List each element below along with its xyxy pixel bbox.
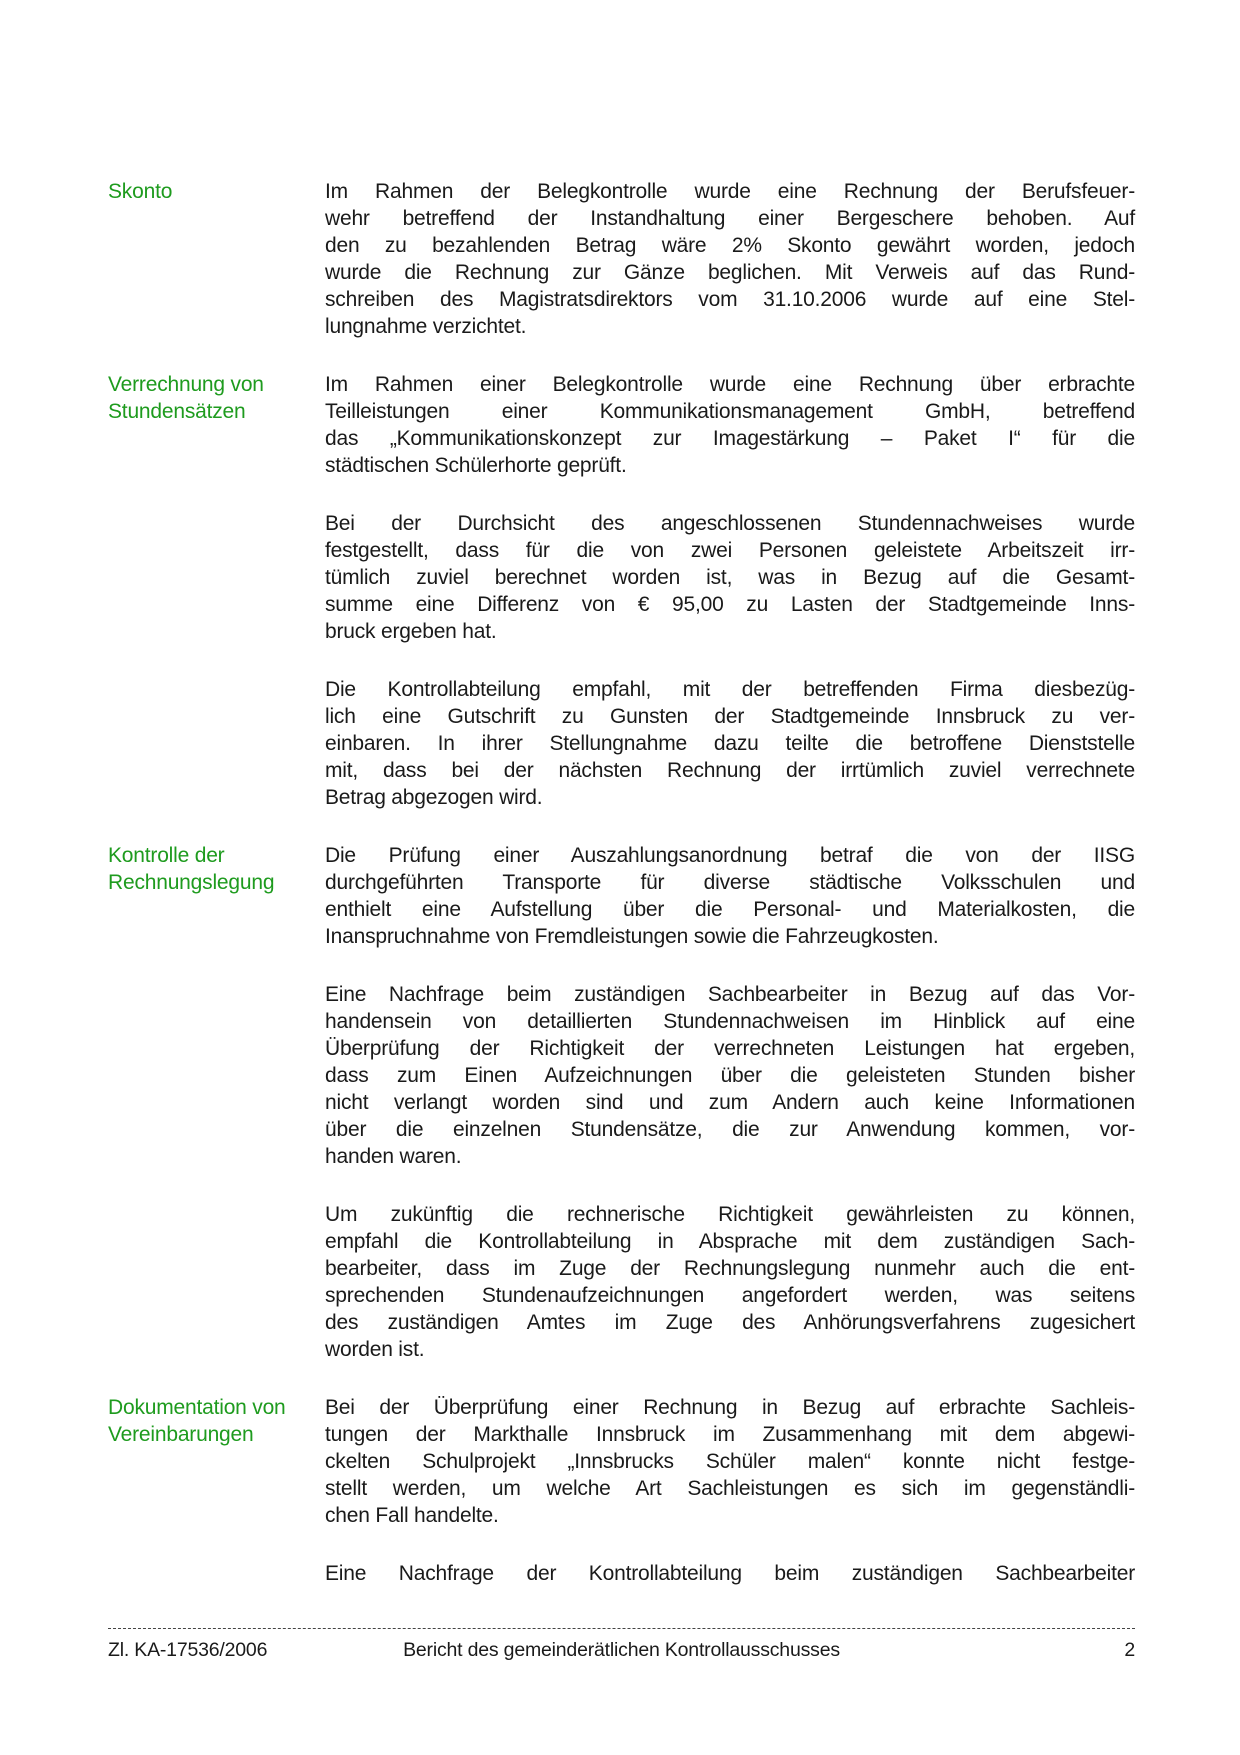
text-line: festgestellt, dass für die von zwei Personen geleistete Arbeitszeit irr- <box>325 539 1135 562</box>
footer <box>108 1628 1135 1662</box>
label-line: Skonto <box>108 180 173 203</box>
text-line: Im Rahmen einer Belegkontrolle wurde eine Rechnung über erbrachte <box>325 373 1135 396</box>
footer-reference: Zl. KA-17536/2006 <box>108 1639 268 1661</box>
text-line: den zu bezahlenden Betrag wäre 2% Skonto gewährt worden, jedoch <box>325 234 1135 257</box>
text-line: wurde die Rechnung zur Gänze beglichen. Mit Verweis auf das Rund- <box>325 261 1135 284</box>
text-line: Eine Nachfrage der Kontrollabteilung beim zuständigen Sachbearbeiter <box>325 1562 1135 1585</box>
content <box>108 178 1135 1618</box>
text-line: Eine Nachfrage beim zuständigen Sachbearbeiter in Bezug auf das Vor- <box>325 983 1135 1006</box>
text-line: Die Prüfung einer Auszahlungsanordnung betraf die von der IISG <box>325 844 1135 867</box>
text-line: Inanspruchnahme von Fremdleistungen sowie die Fahrzeugkosten. <box>325 925 939 948</box>
footer-title: Bericht des gemeinderätlichen Kontrollausschusses <box>403 1639 840 1661</box>
section-body <box>325 1394 1135 1618</box>
text-line: das „Kommunikationskonzept zur Imagestärkung – Paket I“ für die <box>325 427 1135 450</box>
section-label <box>108 178 325 205</box>
footer-row <box>108 1638 1135 1662</box>
label-line: Stundensätzen <box>108 400 246 423</box>
text-line: städtischen Schülerhorte geprüft. <box>325 454 627 477</box>
text-line: bearbeiter, dass im Zuge der Rechnungslegung nunmehr auch die ent- <box>325 1257 1135 1280</box>
label-line: Kontrolle der <box>108 844 225 867</box>
footer-page-number: 2 <box>1124 1639 1135 1661</box>
text-line: dass zum Einen Aufzeichnungen über die geleisteten Stunden bisher <box>325 1064 1135 1087</box>
text-line: handen waren. <box>325 1145 462 1168</box>
section-label <box>108 842 325 896</box>
label-line: Dokumentation von <box>108 1396 286 1419</box>
text-line: wehr betreffend der Instandhaltung einer Bergeschere behoben. Auf <box>325 207 1135 230</box>
text-line: durchgeführten Transporte für diverse städtische Volksschulen und <box>325 871 1135 894</box>
paragraph <box>325 510 1135 645</box>
text-line: chen Fall handelte. <box>325 1504 499 1527</box>
text-line: worden ist. <box>325 1338 425 1361</box>
section <box>108 178 1135 371</box>
text-line: lich eine Gutschrift zu Gunsten der Stadtgemeinde Innsbruck zu ver- <box>325 705 1135 728</box>
text-line: sprechenden Stundenaufzeichnungen angefordert werden, was seitens <box>325 1284 1135 1307</box>
text-line: mit, dass bei der nächsten Rechnung der irrtümlich zuviel verrechnete <box>325 759 1135 782</box>
text-line: einbaren. In ihrer Stellungnahme dazu teilte die betroffene Dienststelle <box>325 732 1135 755</box>
text-line: des zuständigen Amtes im Zuge des Anhörungsverfahrens zugesichert <box>325 1311 1135 1334</box>
text-line: handensein von detaillierten Stundennachweisen im Hinblick auf eine <box>325 1010 1135 1033</box>
text-line: Bei der Überprüfung einer Rechnung in Bezug auf erbrachte Sachleis- <box>325 1396 1135 1419</box>
paragraph <box>325 1560 1135 1587</box>
text-line: nicht verlangt worden sind und zum Andern auch keine Informationen <box>325 1091 1135 1114</box>
section-body <box>325 371 1135 842</box>
text-line: Überprüfung der Richtigkeit der verrechneten Leistungen hat ergeben, <box>325 1037 1135 1060</box>
text-line: summe eine Differenz von € 95,00 zu Lasten der Stadtgemeinde Inns- <box>325 593 1135 616</box>
section-body <box>325 178 1135 371</box>
paragraph <box>325 178 1135 340</box>
text-line: Teilleistungen einer Kommunikationsmanagement GmbH, betreffend <box>325 400 1135 423</box>
text-line: Bei der Durchsicht des angeschlossenen Stundennachweises wurde <box>325 512 1135 535</box>
text-line: Die Kontrollabteilung empfahl, mit der betreffenden Firma diesbezüg- <box>325 678 1135 701</box>
text-line: bruck ergeben hat. <box>325 620 497 643</box>
text-line: tümlich zuviel berechnet worden ist, was in Bezug auf die Gesamt- <box>325 566 1135 589</box>
paragraph <box>325 842 1135 950</box>
text-line: lungnahme verzichtet. <box>325 315 527 338</box>
section-body <box>325 842 1135 1394</box>
text-line: Im Rahmen der Belegkontrolle wurde eine Rechnung der Berufsfeuer- <box>325 180 1135 203</box>
label-line: Vereinbarungen <box>108 1423 254 1446</box>
paragraph <box>325 1394 1135 1529</box>
label-line: Rechnungslegung <box>108 871 275 894</box>
footer-dashed-rule <box>108 1628 1135 1629</box>
text-line: über die einzelnen Stundensätze, die zur Anwendung kommen, vor- <box>325 1118 1135 1141</box>
text-line: enthielt eine Aufstellung über die Personal- und Materialkosten, die <box>325 898 1135 921</box>
section <box>108 1394 1135 1618</box>
text-line: stellt werden, um welche Art Sachleistungen es sich im gegenständli- <box>325 1477 1135 1500</box>
text-line: empfahl die Kontrollabteilung in Absprache mit dem zuständigen Sach- <box>325 1230 1135 1253</box>
section <box>108 842 1135 1394</box>
section <box>108 371 1135 842</box>
text-line: schreiben des Magistratsdirektors vom 31.10.2006 wurde auf eine Stel- <box>325 288 1135 311</box>
text-line: tungen der Markthalle Innsbruck im Zusammenhang mit dem abgewi- <box>325 1423 1135 1446</box>
text-line: Betrag abgezogen wird. <box>325 786 543 809</box>
paragraph <box>325 676 1135 811</box>
text-line: ckelten Schulprojekt „Innsbrucks Schüler malen“ konnte nicht festge- <box>325 1450 1135 1473</box>
paragraph <box>325 371 1135 479</box>
paragraph <box>325 1201 1135 1363</box>
section-label <box>108 371 325 425</box>
label-line: Verrechnung von <box>108 373 264 396</box>
section-label <box>108 1394 325 1448</box>
text-line: Um zukünftig die rechnerische Richtigkeit gewährleisten zu können, <box>325 1203 1135 1226</box>
paragraph <box>325 981 1135 1170</box>
